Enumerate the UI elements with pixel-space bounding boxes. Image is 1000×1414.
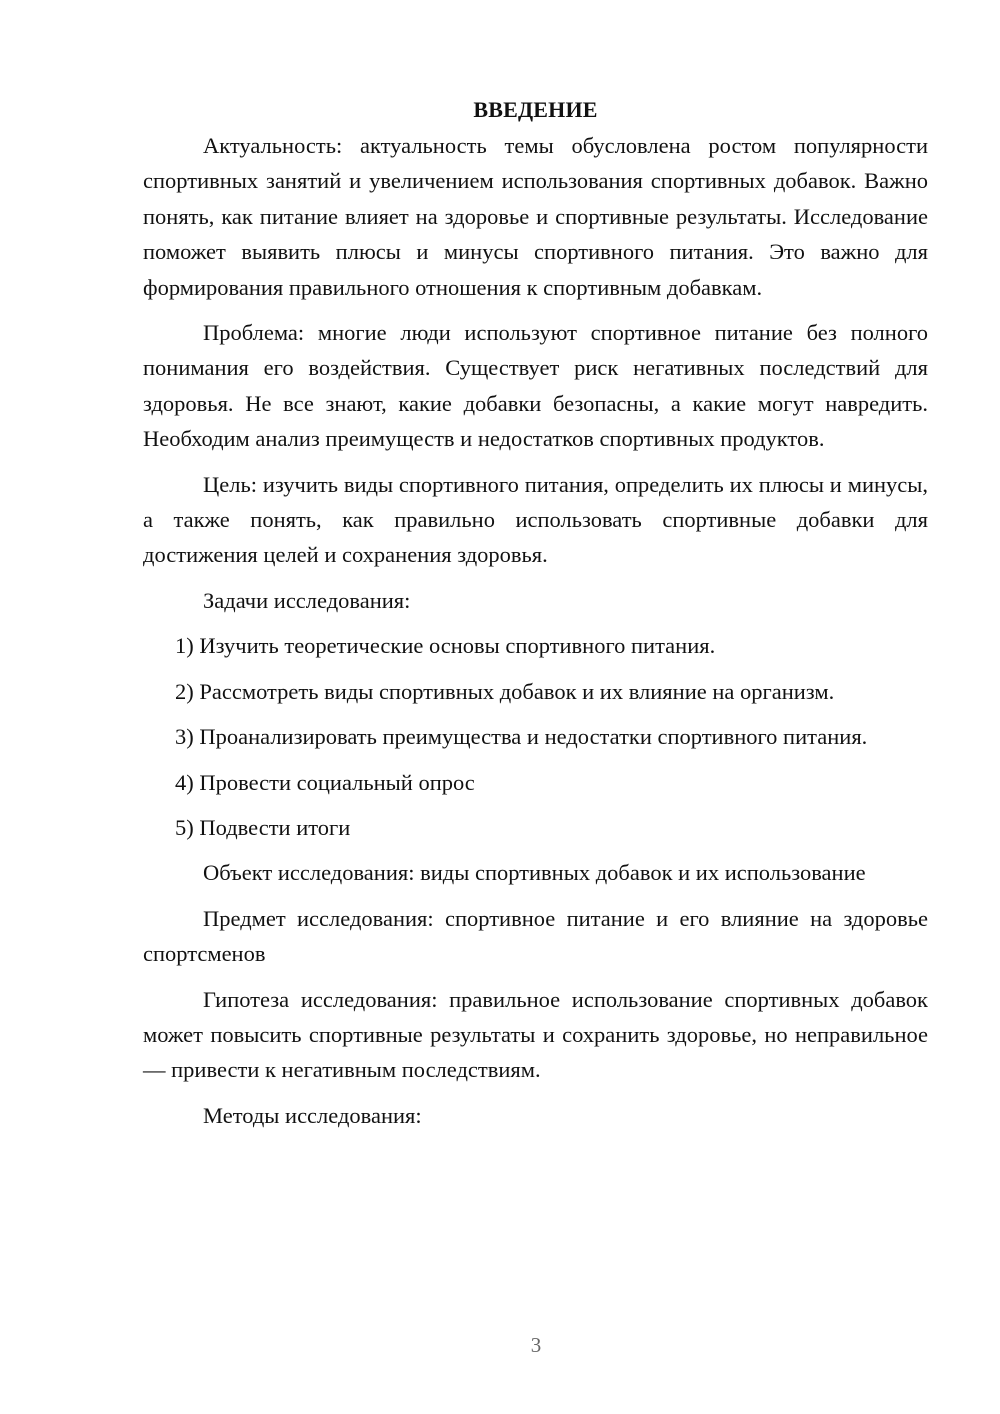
relevance-paragraph: Актуальность: актуальность темы обусловлена ростом популярности спортивных занятий и увеличением использования спортивных добавок. Важно понять, как питание влияет на здоровье и спортивные результаты. Исследование поможет выявить плюсы и минусы спортивного питания. Это важно для формирования правильного отношения к спортивным добавкам. (143, 133, 928, 300)
methods-heading: Методы исследования: (203, 1102, 422, 1128)
task-item-4: 4) Провести социальный опрос (175, 769, 475, 795)
goal-paragraph: Цель: изучить виды спортивного питания, определить их плюсы и минусы, а также понять, как правильно использовать спортивные добавки для достижения целей и сохранения здоровья. (143, 471, 928, 568)
subject-paragraph: Предмет исследования: спортивное питание и его влияние на здоровье спортсменов (143, 905, 928, 967)
task-item-2: 2) Рассмотреть виды спортивных добавок и их влияние на организм. (175, 678, 835, 704)
hypothesis-paragraph: Гипотеза исследования: правильное использование спортивных добавок может повысить спортивные результаты и сохранить здоровье, но неправильное — привести к негативным последствиям. (143, 986, 928, 1083)
task-item-1: 1) Изучить теоретические основы спортивного питания. (175, 633, 716, 659)
section-title: ВВЕДЕНИЕ (473, 97, 598, 122)
object-paragraph: Объект исследования: виды спортивных добавок и их использование (203, 860, 866, 886)
page-number: 3 (530, 1333, 542, 1357)
page-content (143, 92, 928, 1143)
task-item-3: 3) Проанализировать преимущества и недостатки спортивного питания. (175, 724, 868, 750)
tasks-heading: Задачи исследования: (203, 587, 411, 613)
task-item-5: 5) Подвести итоги (175, 814, 351, 840)
problem-paragraph: Проблема: многие люди используют спортивное питание без полного понимания его воздействия. Существует риск негативных последствий для здоровья. Не все знают, какие добавки безопасны, а какие могут навредить. Необходим анализ преимуществ и недостатков спортивных продуктов. (143, 320, 928, 452)
